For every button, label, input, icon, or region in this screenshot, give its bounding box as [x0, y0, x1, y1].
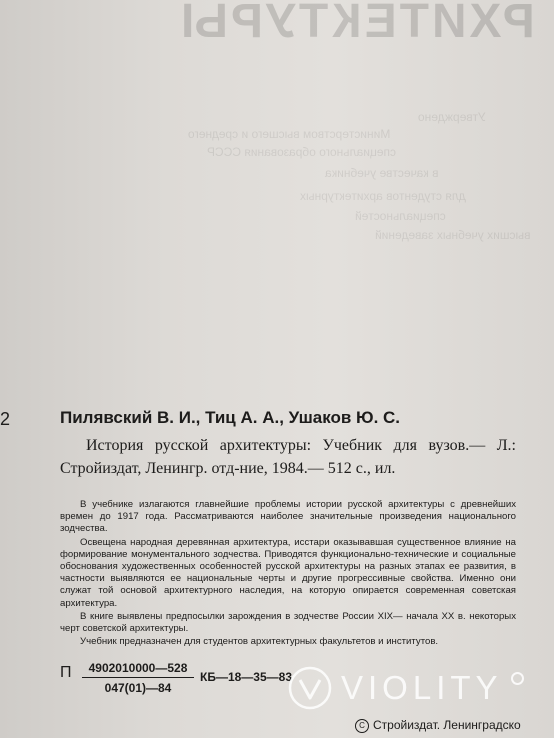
- abstract: [60, 499, 516, 649]
- classification-fraction: [82, 661, 194, 695]
- margin-number: 2: [0, 409, 11, 429]
- classification-kb: КБ—18—35—83: [200, 670, 292, 684]
- bibliographic-text: История русской архитектуры: Учебник для вузов.— Л.: Стройиздат, Ленингр. отд-ние, 1984.— 512 с., ил.: [60, 437, 516, 477]
- classification-letter: П: [60, 664, 72, 681]
- abstract-paragraph: В учебнике излагаются главнейшие проблемы истории русской архитектуры с древнейших времен до 1917 года. Рассматриваются наиболее значительные произведения национального зодчества.: [60, 499, 516, 535]
- watermark: [287, 665, 524, 711]
- classification-numerator: 4902010000—528: [82, 661, 194, 678]
- show-through-line: специальностей: [355, 209, 446, 223]
- show-through-line: высших учебных заведений: [375, 228, 531, 242]
- show-through-line: Министерством высшего и среднего: [188, 127, 391, 141]
- show-through-line: в качестве учебника: [325, 166, 439, 180]
- bibliographic-description: [60, 434, 516, 480]
- copyright-text: Стройиздат. Ленинградско: [373, 718, 521, 732]
- show-through-line: Утверждено: [418, 110, 486, 124]
- watermark-logo-icon: [287, 665, 333, 711]
- copyright-icon: C: [355, 719, 369, 733]
- abstract-paragraph: В книге выявлены предпосылки зарождения в зодчестве России XIX— начала XX в. некоторых черт советской архитектуры.: [60, 610, 516, 635]
- copyright-line: [355, 718, 521, 733]
- classification-denominator: 047(01)—84: [104, 681, 172, 695]
- abstract-paragraph: Учебник предназначен для студентов архитектурных факультетов и институтов.: [80, 636, 439, 648]
- watermark-dot-icon: [511, 672, 524, 685]
- authors-line: Пилявский В. И., Тиц А. А., Ушаков Ю. С.: [60, 408, 401, 427]
- watermark-text: VIOLITY: [341, 669, 503, 706]
- show-through-title: РХИТЕКТУРЫ: [178, 0, 535, 48]
- abstract-paragraph: Освещена народная деревянная архитектура, исстари оказывавшая существенное влияние на формирование монументального зодчества. Приводятся функционально-технические и социальные обоснования художественных особенностей русской архитектуры на разных этапах ее развития, в частности выявляются ее национальные черты и другие прогрессивные свойства. Именно они служат той основой архитектурного наследия, на которую опирается современная советская архитектура.: [60, 536, 516, 609]
- show-through-line: специального образования СССР: [207, 145, 396, 159]
- show-through-line: для студентов архитектурных: [300, 189, 466, 203]
